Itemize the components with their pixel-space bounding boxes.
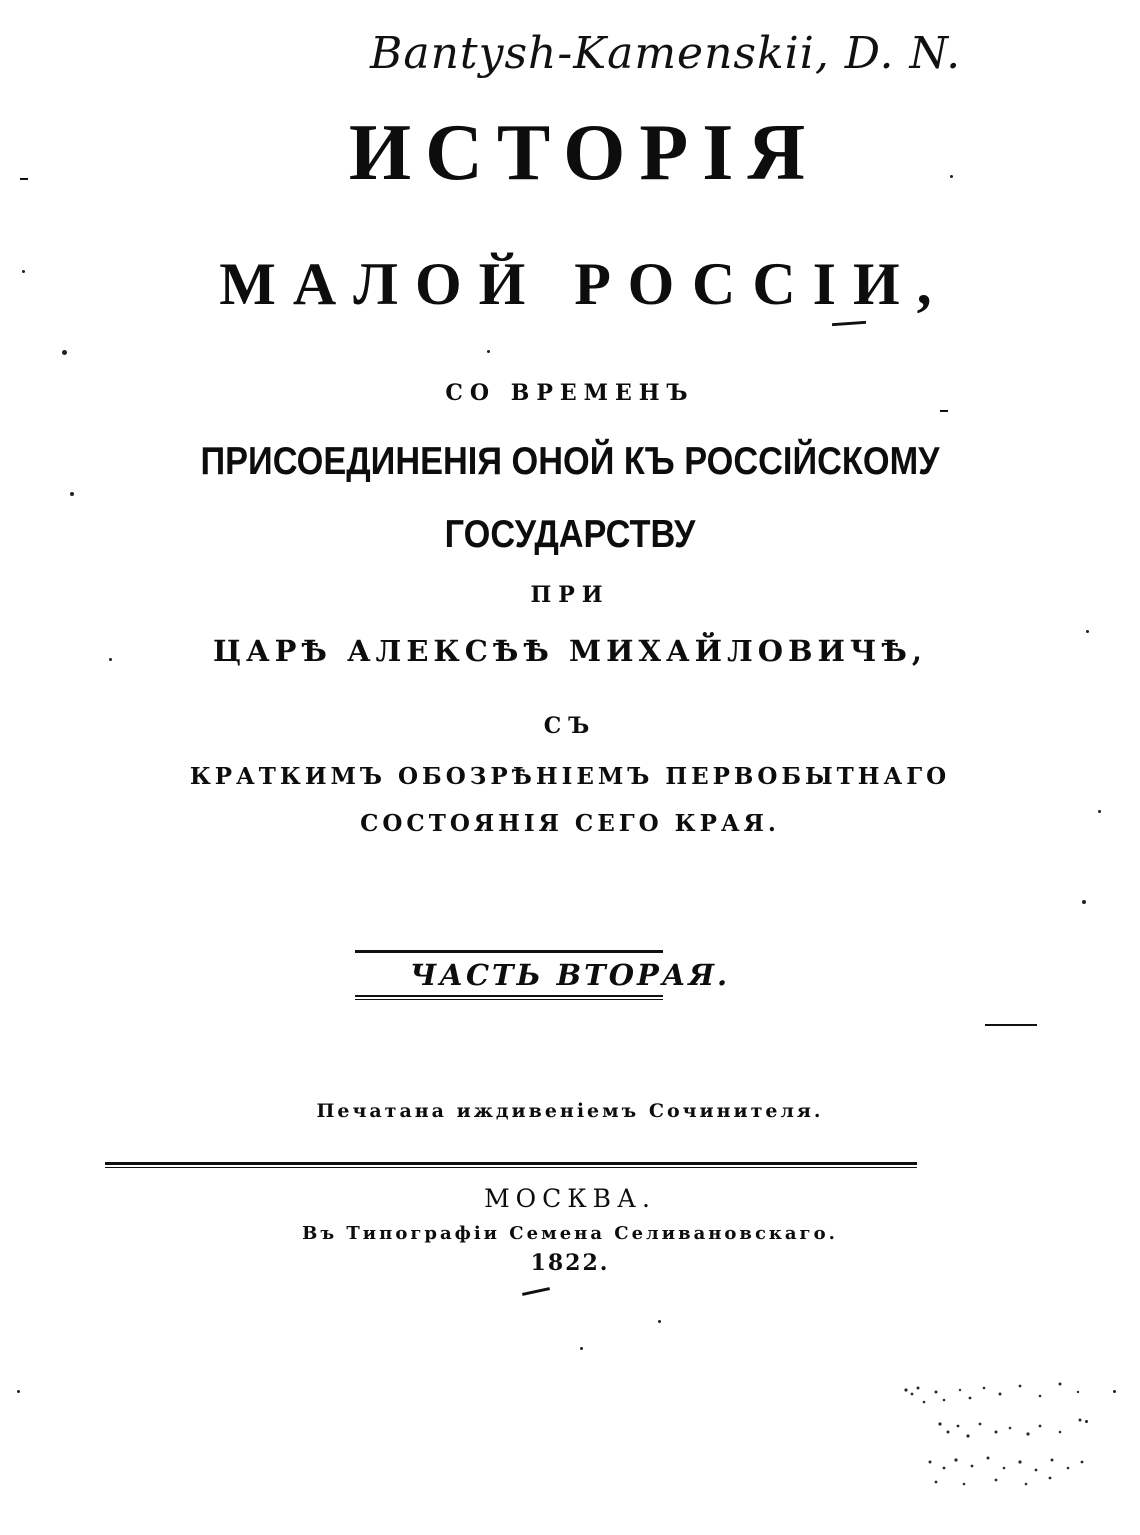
accession-line: ПРИСОЕДИНЕНІЯ ОНОЙ КЪ РОССІЙСКОМУ bbox=[200, 440, 940, 483]
imprint-city: МОСКВА. bbox=[484, 1184, 656, 1213]
part-top-rule bbox=[355, 950, 663, 953]
imprint-rule bbox=[105, 1162, 917, 1165]
scan-speck bbox=[1086, 630, 1089, 633]
imprint-printer: Въ Типографіи Семена Селивановскаго. bbox=[302, 1223, 838, 1244]
scan-speck bbox=[109, 658, 112, 661]
from-times-line: СО ВРЕМЕНЪ bbox=[445, 380, 695, 406]
scan-speck bbox=[1082, 900, 1086, 904]
scan-speck bbox=[22, 270, 25, 273]
scan-mark bbox=[832, 321, 866, 326]
part-bottom-rule bbox=[355, 995, 663, 997]
imprint-year: 1822. bbox=[530, 1250, 610, 1276]
handwritten-note: Bantysh-Kamenskii, D. N. bbox=[370, 28, 962, 79]
brief-overview-line: КРАТКИМЪ ОБОЗРѢНІЕМЪ ПЕРВОБЫТНАГО bbox=[189, 763, 951, 790]
scan-mark bbox=[20, 178, 28, 180]
stamp-remnant bbox=[900, 1372, 1100, 1492]
scan-mark bbox=[985, 1024, 1037, 1026]
scan-speck bbox=[950, 175, 953, 178]
part-bottom-rule-2 bbox=[355, 999, 663, 1000]
scan-speck bbox=[17, 1390, 20, 1393]
scan-speck bbox=[62, 350, 67, 355]
page-subtitle: МАЛОЙ РОССІИ, bbox=[219, 251, 949, 317]
scan-speck bbox=[658, 1320, 661, 1323]
scan-mark bbox=[522, 1287, 550, 1296]
scan-speck bbox=[1113, 1390, 1116, 1393]
scan-speck bbox=[487, 350, 490, 353]
state-line: ГОСУДАРСТВУ bbox=[444, 513, 696, 556]
scan-speck bbox=[580, 1347, 583, 1350]
printed-by-line: Печатана иждивеніемъ Сочинителя. bbox=[316, 1100, 824, 1122]
with-line: СЪ bbox=[543, 713, 597, 739]
tsar-line: ЦАРѢ АЛЕКСѢѢ МИХАЙЛОВИЧѢ, bbox=[212, 634, 927, 668]
scan-mark bbox=[940, 410, 948, 412]
page-title: ИСТОРІЯ bbox=[348, 109, 820, 197]
part-label: ЧАСТЬ ВТОРАЯ. bbox=[409, 958, 731, 992]
under-line: ПРИ bbox=[530, 582, 610, 608]
imprint-rule-2 bbox=[105, 1167, 917, 1168]
scan-speck bbox=[1098, 810, 1101, 813]
condition-line: СОСТОЯНІЯ СЕГО КРАЯ. bbox=[360, 810, 780, 837]
scan-speck bbox=[70, 492, 74, 496]
